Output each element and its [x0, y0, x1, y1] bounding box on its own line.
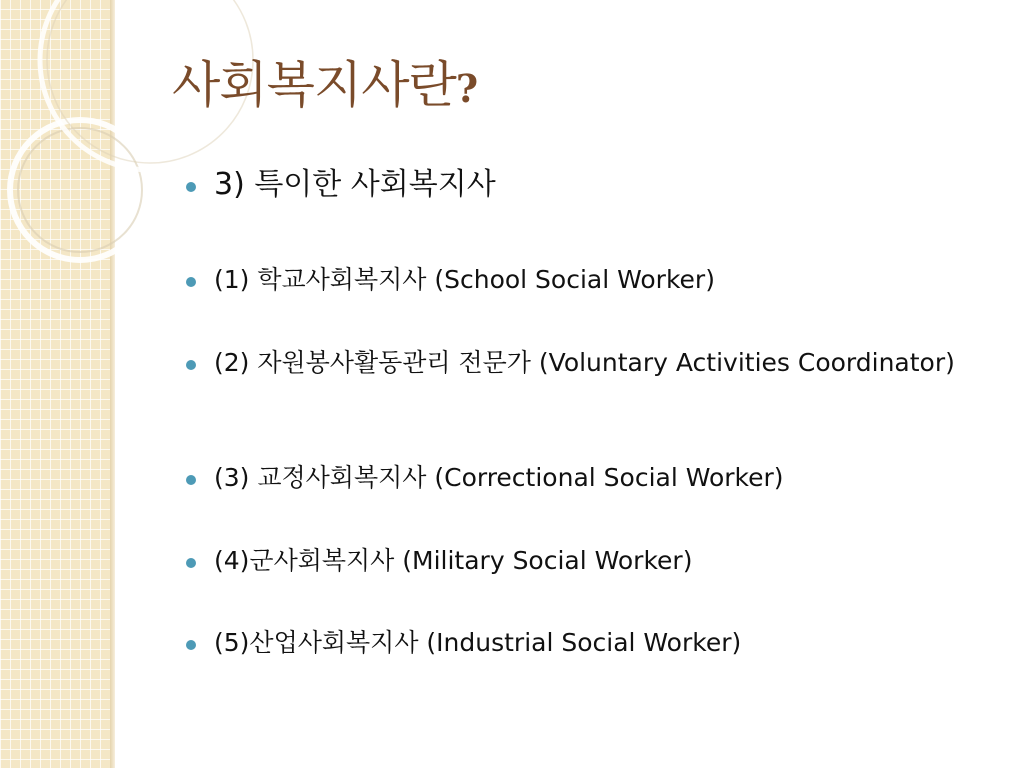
bullet-item-military-social-worker	[186, 545, 966, 577]
title-question-mark: ?	[455, 66, 479, 111]
bullet-text: (1) 학교사회복지사 (School Social Worker)	[214, 265, 715, 294]
title-text: 사회복지사란	[172, 56, 456, 114]
bullet-dot-icon	[186, 360, 196, 370]
bullet-item-voluntary-activities-coordinator	[186, 347, 966, 379]
bullet-dot-icon	[186, 640, 196, 650]
decorative-rings	[0, 0, 260, 260]
slide-title	[172, 58, 478, 113]
bullet-dot-icon	[186, 475, 196, 485]
bullet-text: (4)군사회복지사 (Military Social Worker)	[214, 546, 693, 575]
bullet-text: (3) 교정사회복지사 (Correctional Social Worker)	[214, 463, 784, 492]
bullet-dot-icon	[186, 182, 196, 192]
bullet-text: (5)산업사회복지사 (Industrial Social Worker)	[214, 628, 742, 657]
bullet-item-special-social-worker	[186, 166, 966, 204]
bullet-dot-icon	[186, 558, 196, 568]
bullet-item-school-social-worker	[186, 264, 966, 296]
bullet-dot-icon	[186, 277, 196, 287]
bullet-text: (2) 자원봉사활동관리 전문가 (Voluntary Activities Coordinator)	[214, 348, 955, 377]
bullet-item-correctional-social-worker	[186, 462, 966, 494]
bullet-text: 3) 특이한 사회복지사	[214, 167, 496, 202]
bullet-item-industrial-social-worker	[186, 627, 966, 659]
